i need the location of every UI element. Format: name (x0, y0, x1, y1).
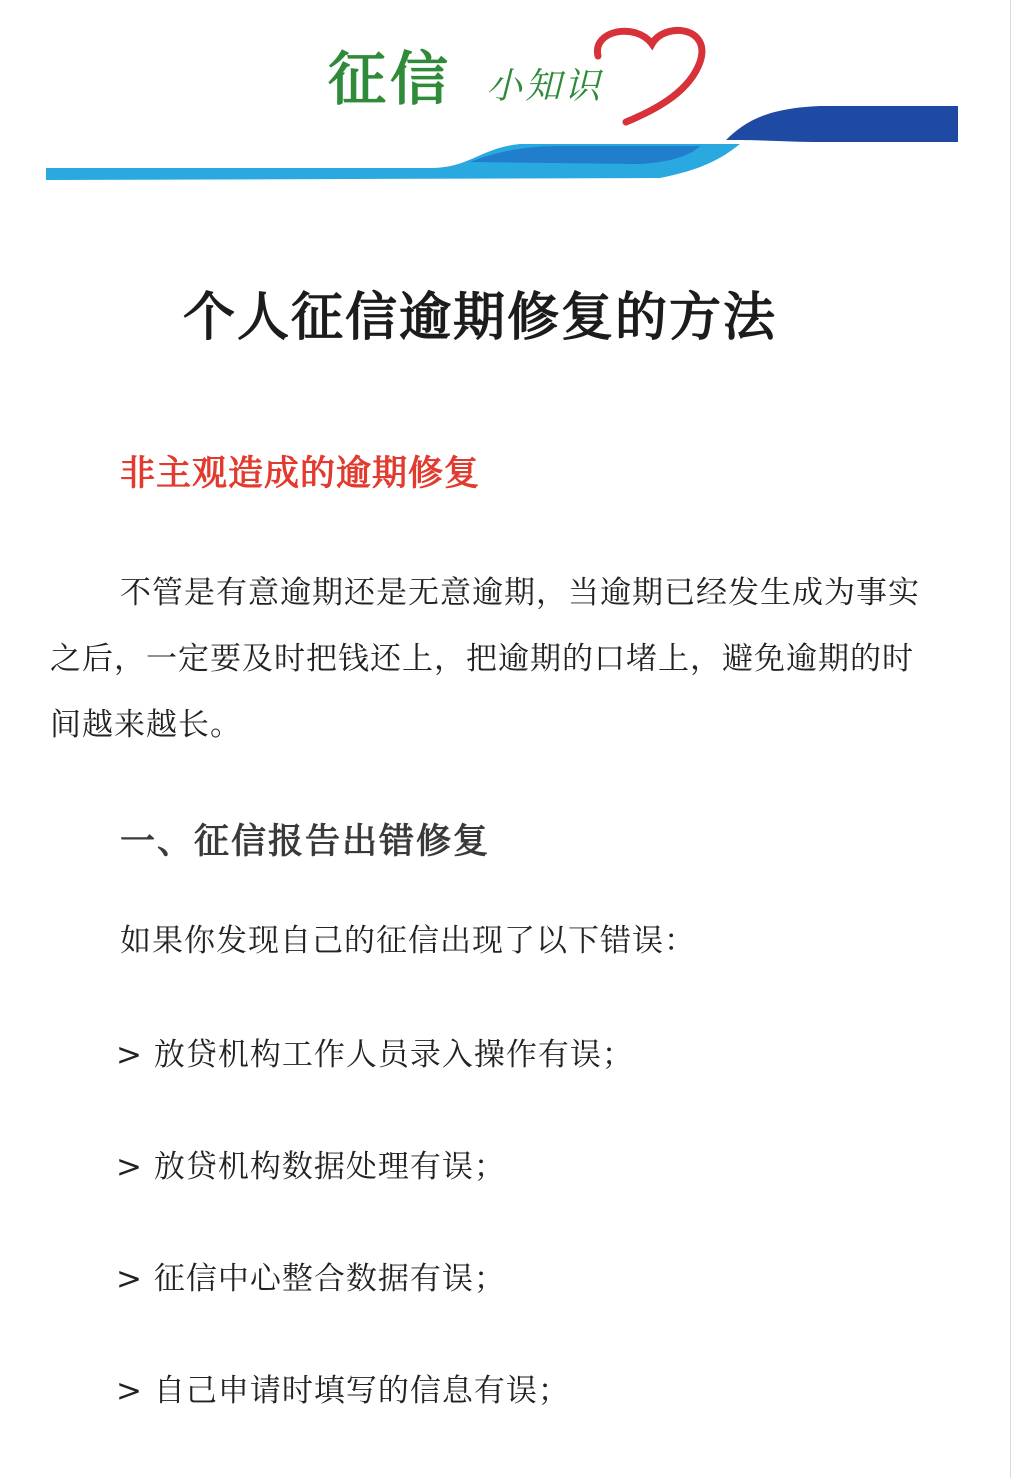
logo-main-text: 征信 (328, 45, 453, 113)
page-edge-line (1010, 0, 1011, 1478)
logo-header (0, 0, 1019, 200)
body-paragraph: 不管是有意逾期还是无意逾期，当逾期已经发生成为事实之后，一定要及时把钱还上，把逾期的口堵上，避免逾期的时间越来越长。 (50, 575, 920, 743)
logo-sub-text: 小知识 (486, 66, 604, 107)
intro-text: 如果你发现自己的征信出现了以下错误： (120, 923, 696, 959)
list-item: > 放贷机构数据处理有误； (116, 1149, 506, 1185)
section-heading: 一、征信报告出错修复 (120, 822, 491, 862)
list-item: > 自己申请时填写的信息有误； (116, 1373, 570, 1409)
subtitle: 非主观造成的逾期修复 (120, 453, 481, 494)
list-item: > 征信中心整合数据有误； (116, 1261, 506, 1297)
heart-icon (597, 30, 701, 122)
page-title: 个人征信逾期修复的方法 (182, 287, 777, 348)
list-item: > 放贷机构工作人员录入操作有误； (116, 1037, 634, 1073)
blue-band-dark (726, 106, 958, 142)
